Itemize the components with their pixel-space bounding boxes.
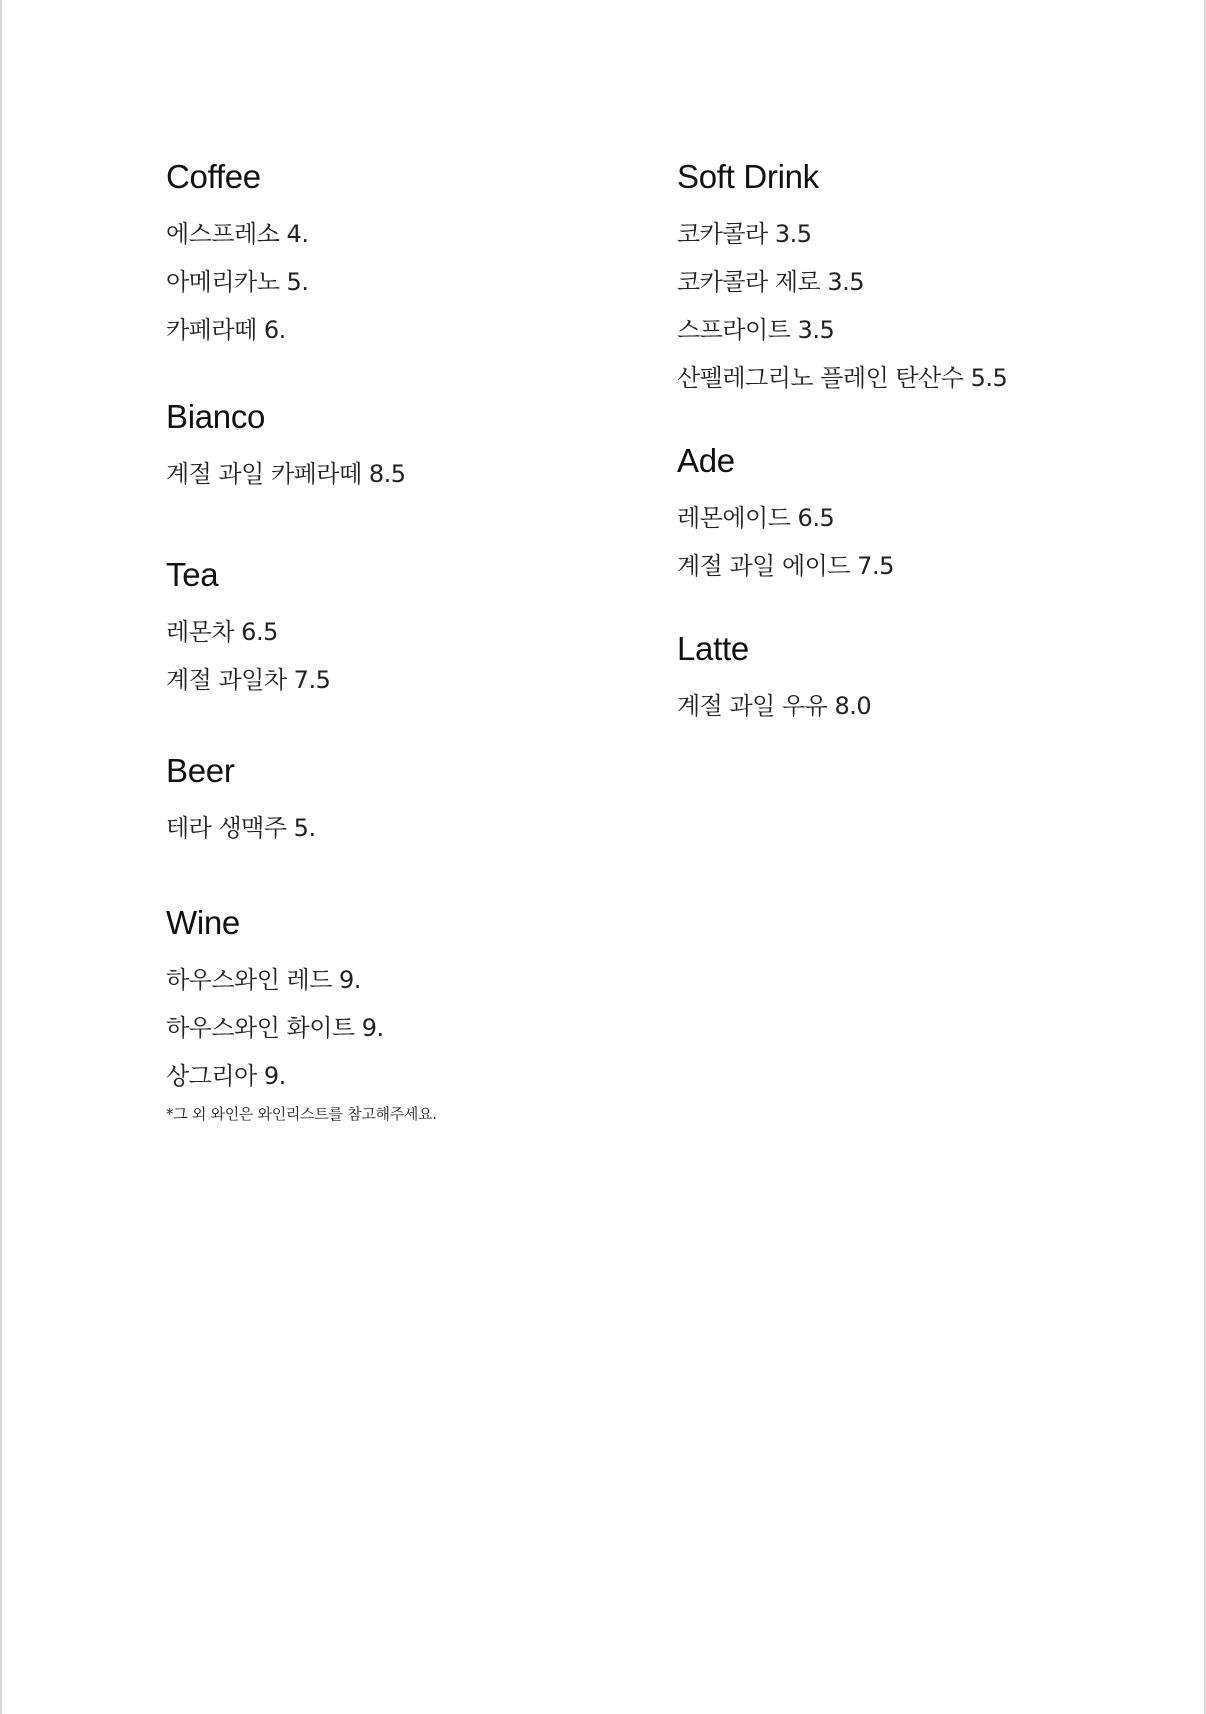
menu-item: 테라 생맥주 5. (166, 814, 316, 842)
menu-item: 계절 과일 우유 8.0 (677, 692, 872, 720)
menu-section-ade (677, 442, 1137, 590)
item-list (677, 682, 1137, 730)
section-title: Wine (166, 904, 240, 941)
menu-item: 레몬에이드 6.5 (677, 504, 835, 532)
menu-section-tea (166, 556, 626, 704)
menu-item: 스프라이트 3.5 (677, 316, 835, 344)
item-list (677, 494, 1137, 590)
menu-section-bianco (166, 398, 626, 498)
menu-section-soft-drink (677, 158, 1137, 402)
menu-item: 계절 과일 카페라떼 8.5 (166, 460, 406, 488)
section-title: Tea (166, 556, 219, 593)
menu-item: 레몬차 6.5 (166, 618, 278, 646)
menu-item: 코카콜라 3.5 (677, 220, 812, 248)
menu-section-beer (166, 752, 626, 852)
item-list (166, 608, 626, 704)
section-title: Bianco (166, 398, 266, 435)
item-list (166, 210, 626, 354)
section-title: Coffee (166, 158, 261, 195)
menu-section-wine (166, 904, 626, 1126)
item-list (677, 210, 1137, 402)
menu-item: 하우스와인 화이트 9. (166, 1014, 384, 1042)
menu-item: 하우스와인 레드 9. (166, 966, 361, 994)
menu-item: 카페라떼 6. (166, 316, 286, 344)
menu-item: 계절 과일 에이드 7.5 (677, 552, 894, 580)
section-title: Soft Drink (677, 158, 819, 195)
wine-list-note: *그 외 와인은 와인리스트를 참고해주세요. (166, 1105, 437, 1123)
item-list (166, 804, 626, 852)
menu-item: 아메리카노 5. (166, 268, 309, 296)
menu-item: 에스프레소 4. (166, 220, 309, 248)
menu-item: 산펠레그리노 플레인 탄산수 5.5 (677, 364, 1008, 392)
menu-item: 상그리아 9. (166, 1062, 286, 1090)
section-title: Beer (166, 752, 235, 789)
menu-section-coffee (166, 158, 626, 354)
menu-column-right (677, 158, 1137, 730)
menu-item: 코카콜라 제로 3.5 (677, 268, 865, 296)
section-title: Latte (677, 630, 749, 667)
menu-section-latte (677, 630, 1137, 730)
menu-item: 계절 과일차 7.5 (166, 666, 331, 694)
menu-column-left (166, 158, 626, 1126)
item-list (166, 956, 626, 1100)
item-list (166, 450, 626, 498)
section-title: Ade (677, 442, 735, 479)
page-edge-left (0, 0, 2, 1714)
